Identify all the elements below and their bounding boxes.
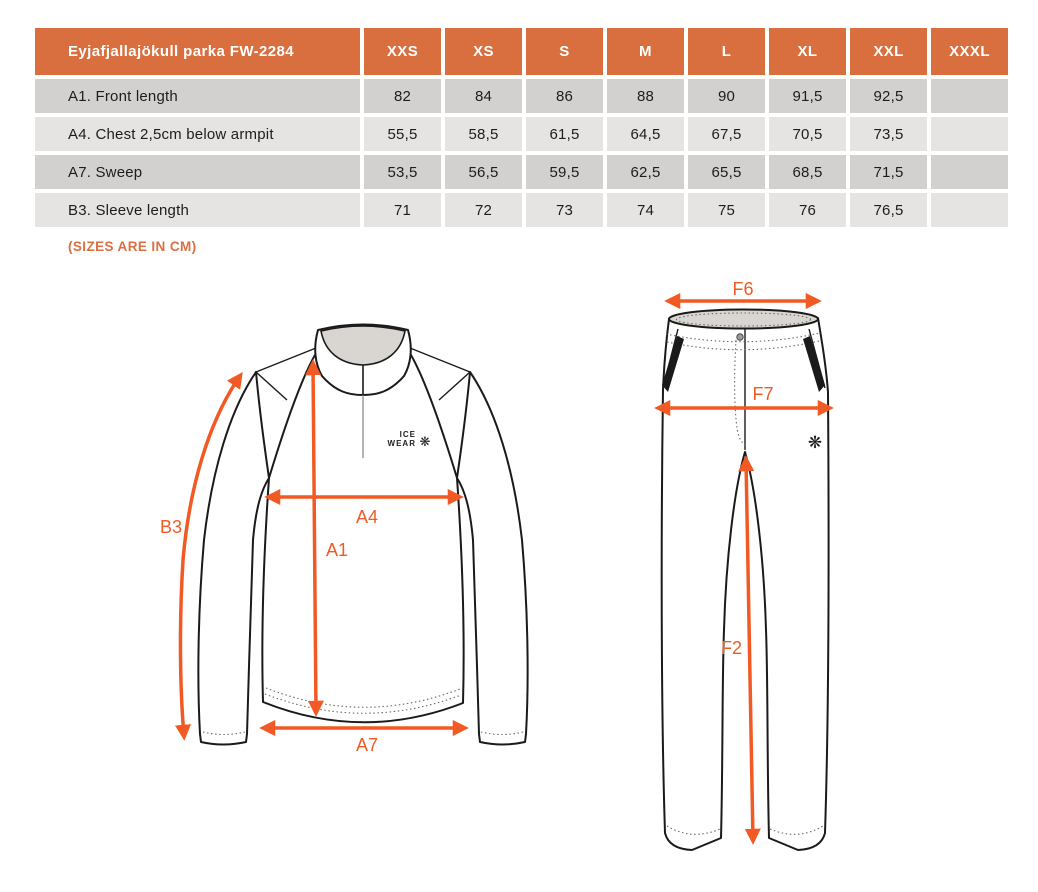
a1-label: A1	[326, 540, 349, 560]
sizes-note: (SIZES ARE IN CM)	[68, 239, 197, 254]
size-col-header-xl: XL	[769, 28, 846, 75]
value-cell: 59,5	[526, 155, 603, 189]
size-col-header-xxl: XXL	[850, 28, 927, 75]
f2-label: F2	[720, 638, 742, 658]
value-cell: 53,5	[364, 155, 441, 189]
value-cell: 65,5	[688, 155, 765, 189]
f2-inseam-arrow	[746, 460, 753, 840]
jacket-diagram	[150, 290, 570, 790]
size-col-header-xxxl: XXXL	[931, 28, 1008, 75]
snowflake-icon: ❋	[807, 433, 823, 452]
row-label-sweep: A7. Sweep	[35, 155, 360, 189]
a4-label: A4	[355, 507, 379, 527]
row-label-sleeve-length: B3. Sleeve length	[35, 193, 360, 227]
value-cell: 64,5	[607, 117, 684, 151]
f6-label: F6	[732, 280, 754, 299]
size-col-header-xs: XS	[445, 28, 522, 75]
value-cell-empty	[931, 117, 1008, 151]
f7-label: F7	[752, 384, 774, 404]
value-cell: 90	[688, 79, 765, 113]
value-cell: 72	[445, 193, 522, 227]
value-cell: 75	[688, 193, 765, 227]
value-cell: 68,5	[769, 155, 846, 189]
product-name-header: Eyjafjallajökull parka FW-2284	[35, 28, 360, 75]
size-col-header-s: S	[526, 28, 603, 75]
pants-diagram	[620, 280, 880, 880]
waist-button	[737, 334, 743, 340]
value-cell-empty	[931, 79, 1008, 113]
value-cell: 61,5	[526, 117, 603, 151]
size-col-header-m: M	[607, 28, 684, 75]
value-cell: 91,5	[769, 79, 846, 113]
waist-opening	[669, 310, 818, 329]
value-cell: 70,5	[769, 117, 846, 151]
value-cell: 92,5	[850, 79, 927, 113]
value-cell: 73,5	[850, 117, 927, 151]
value-cell: 55,5	[364, 117, 441, 151]
value-cell: 73	[526, 193, 603, 227]
value-cell-empty	[931, 193, 1008, 227]
snowflake-icon: ❋	[419, 434, 431, 449]
value-cell: 74	[607, 193, 684, 227]
row-label-chest: A4. Chest 2,5cm below armpit	[35, 117, 360, 151]
value-cell: 58,5	[445, 117, 522, 151]
jacket-right-sleeve	[457, 372, 528, 745]
b3-label: B3	[160, 517, 183, 537]
value-cell: 56,5	[445, 155, 522, 189]
a7-label: A7	[355, 735, 379, 755]
size-col-header-l: L	[688, 28, 765, 75]
value-cell-empty	[931, 155, 1008, 189]
value-cell: 88	[607, 79, 684, 113]
value-cell: 76,5	[850, 193, 927, 227]
value-cell: 71,5	[850, 155, 927, 189]
svg-text:WEAR: WEAR	[387, 439, 416, 448]
size-col-header-xxs: XXS	[364, 28, 441, 75]
value-cell: 86	[526, 79, 603, 113]
row-label-front-length: A1. Front length	[35, 79, 360, 113]
value-cell: 71	[364, 193, 441, 227]
value-cell: 84	[445, 79, 522, 113]
size-table	[35, 28, 1009, 227]
value-cell: 67,5	[688, 117, 765, 151]
svg-text:ICE: ICE	[399, 430, 416, 439]
value-cell: 62,5	[607, 155, 684, 189]
value-cell: 76	[769, 193, 846, 227]
jacket-left-sleeve	[198, 372, 269, 745]
value-cell: 82	[364, 79, 441, 113]
